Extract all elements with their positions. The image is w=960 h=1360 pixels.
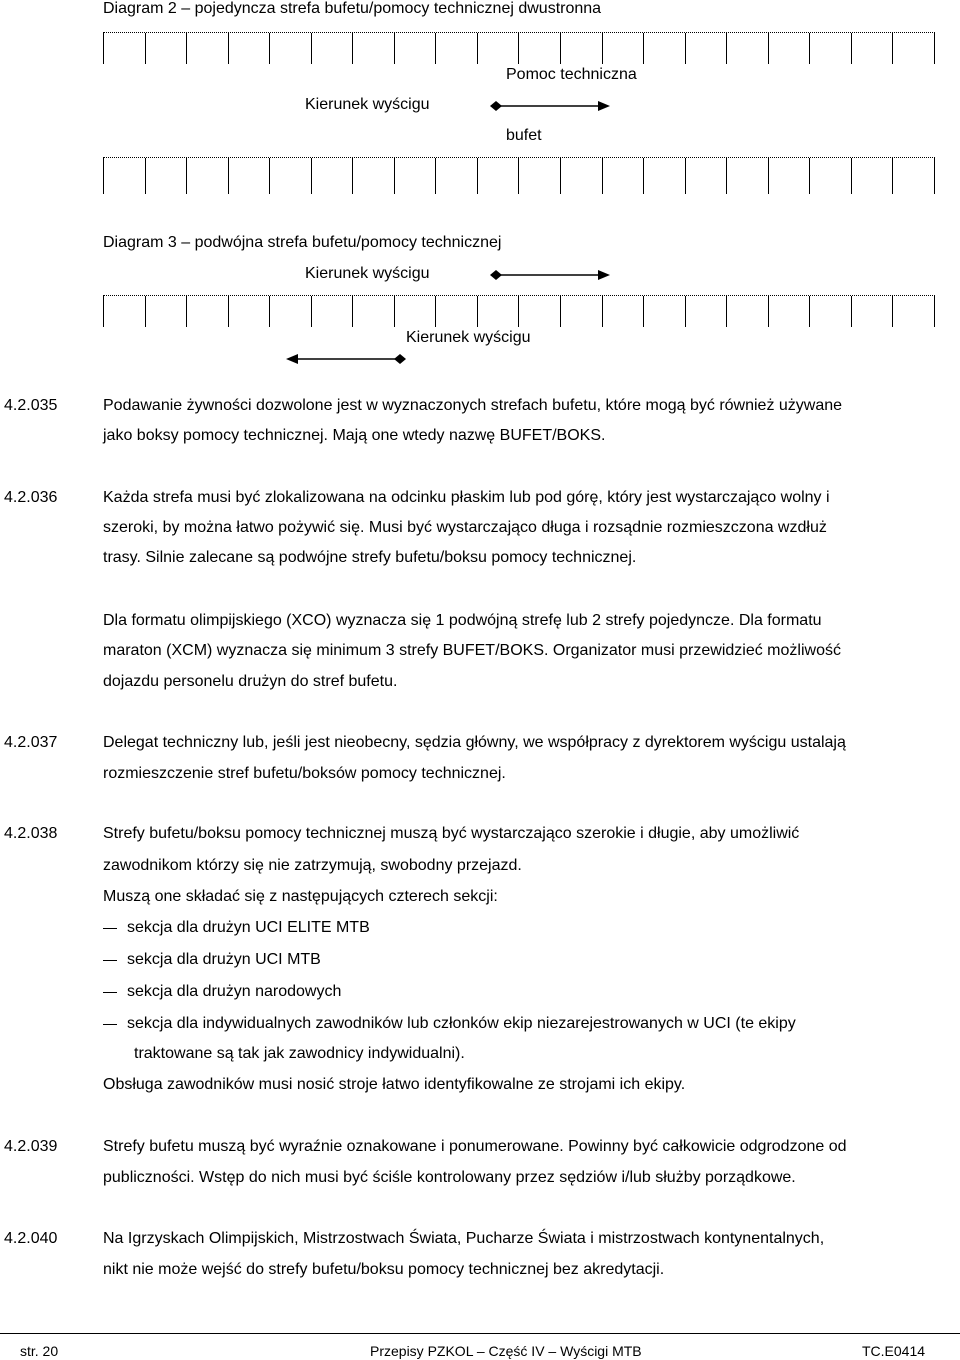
double-arrow-icon	[284, 351, 408, 367]
section-number: 4.2.035	[4, 397, 58, 414]
list-item: sekcja dla indywidualnych zawodników lub członków ekip niezarejestrowanych w UCI (te ekipy	[127, 1015, 796, 1032]
diagram-2-top-strip	[103, 32, 935, 64]
section-line: dojazdu personelu drużyn do stref bufetu.	[103, 673, 398, 690]
footer-page-number: str. 20	[20, 1343, 59, 1359]
page-footer	[0, 1333, 960, 1360]
section-line: nikt nie może wejść do strefy bufetu/boksu pomocy technicznej bez akredytacji.	[103, 1261, 665, 1278]
section-line: szeroki, by można łatwo pożywić się. Musi być wystarczająco długa i rozsądnie rozmieszczona wzdłuż	[103, 519, 827, 536]
section-line: rozmieszczenie stref bufetu/boksów pomocy technicznej.	[103, 765, 506, 782]
section-line: Strefy bufetu/boksu pomocy technicznej muszą być wystarczająco szerokie i długie, aby umożliwić	[103, 825, 800, 842]
section-line: Delegat techniczny lub, jeśli jest nieobecny, sędzia główny, we współpracy z dyrektorem wyścigu ustalają	[103, 734, 846, 751]
diagram-2-label-pomoc: Pomoc techniczna	[506, 66, 637, 83]
diagram-3-strip	[103, 295, 935, 327]
diagram-2-title: Diagram 2 – pojedyncza strefa bufetu/pomocy technicznej dwustronna	[103, 0, 602, 17]
section-line: jako boksy pomocy technicznej. Mają one wtedy nazwę BUFET/BOKS.	[103, 427, 606, 444]
double-arrow-icon	[488, 98, 612, 114]
diagram-3-label-direction-top: Kierunek wyścigu	[305, 265, 430, 282]
section-number: 4.2.037	[4, 734, 58, 751]
list-item: sekcja dla drużyn narodowych	[127, 983, 342, 1000]
section-line: trasy. Silnie zalecane są podwójne strefy bufetu/boksu pomocy technicznej.	[103, 549, 637, 566]
footer-rule	[0, 1333, 960, 1334]
section-line: Podawanie żywności dozwolone jest w wyznaczonych strefach bufetu, które mogą być również używane	[103, 397, 843, 414]
section-line: Każda strefa musi być zlokalizowana na odcinku płaskim lub pod górę, który jest wystarczająco wolny i	[103, 489, 830, 506]
list-dash	[103, 1024, 117, 1025]
section-closing: Obsługa zawodników musi nosić stroje łatwo identyfikowalne ze strojami ich ekipy.	[103, 1076, 686, 1093]
double-arrow-icon	[488, 267, 612, 283]
section-line: zawodnikom którzy się nie zatrzymują, swobodny przejazd.	[103, 857, 522, 874]
diagram-2-label-direction: Kierunek wyścigu	[305, 96, 430, 113]
section-line: publiczności. Wstęp do nich musi być ściśle kontrolowany przez sędziów i/lub służby porządkowe.	[103, 1169, 796, 1186]
diagram-2-bottom-strip	[103, 157, 935, 194]
section-line: Muszą one składać się z następujących czterech sekcji:	[103, 888, 498, 905]
footer-code: TC.E0414	[862, 1343, 926, 1359]
section-line: maraton (XCM) wyznacza się minimum 3 strefy BUFET/BOKS. Organizator musi przewidzieć możliwość	[103, 642, 841, 659]
section-number: 4.2.038	[4, 825, 58, 842]
diagram-2-label-bufet: bufet	[506, 127, 542, 144]
list-item: sekcja dla drużyn UCI ELITE MTB	[127, 919, 370, 936]
section-number: 4.2.039	[4, 1138, 58, 1155]
section-line: Strefy bufetu muszą być wyraźnie oznakowane i ponumerowane. Powinny być całkowicie odgrodzone od	[103, 1138, 847, 1155]
diagram-3-label-direction-bottom: Kierunek wyścigu	[406, 329, 531, 346]
diagram-3-title: Diagram 3 – podwójna strefa bufetu/pomocy technicznej	[103, 234, 502, 251]
section-number: 4.2.040	[4, 1230, 58, 1247]
section-line: Na Igrzyskach Olimpijskich, Mistrzostwach Świata, Pucharze Świata i mistrzostwach kontynentalnych,	[103, 1230, 825, 1247]
footer-title: Przepisy PZKOL – Część IV – Wyścigi MTB	[370, 1343, 642, 1359]
section-number: 4.2.036	[4, 489, 58, 506]
section-line: Dla formatu olimpijskiego (XCO) wyznacza się 1 podwójną strefę lub 2 strefy pojedyncze. Dla formatu	[103, 612, 822, 629]
list-dash	[103, 960, 117, 961]
list-item-continuation: traktowane są tak jak zawodnicy indywidualni).	[134, 1045, 465, 1062]
list-dash	[103, 928, 117, 929]
list-dash	[103, 992, 117, 993]
list-item: sekcja dla drużyn UCI MTB	[127, 951, 321, 968]
